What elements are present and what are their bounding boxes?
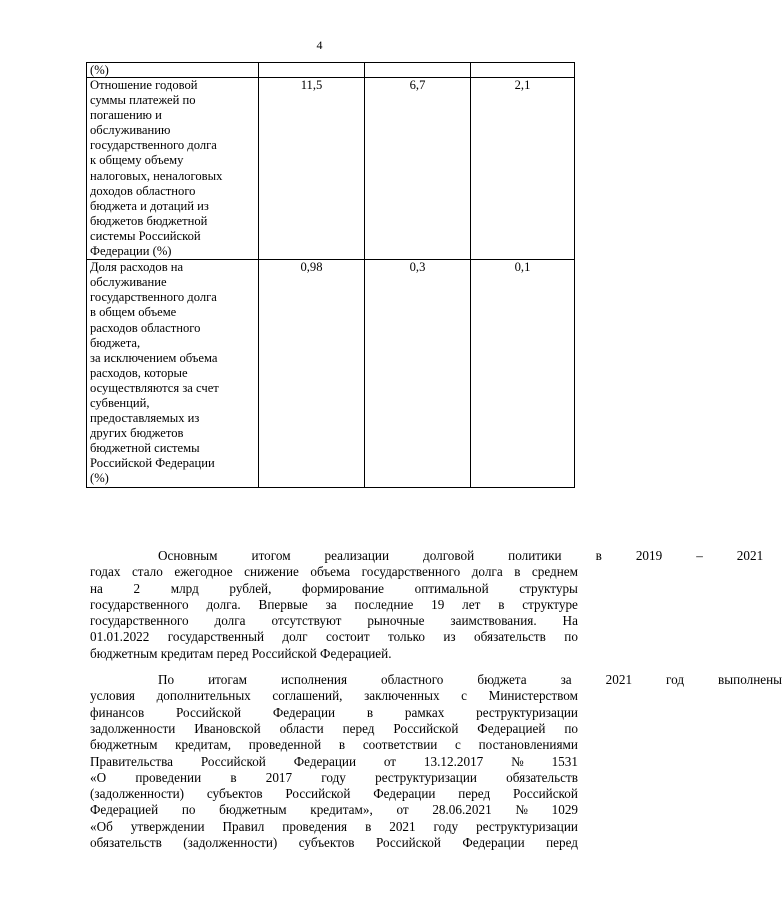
table-cell-continued: (%) <box>87 63 259 78</box>
paragraph <box>90 672 782 851</box>
label-line: (%) <box>90 471 109 486</box>
label-line: обслуживание <box>90 275 167 290</box>
text-line: бюджетным кредитам перед Российской Федерацией. <box>90 645 392 661</box>
label-line: субвенций, <box>90 395 150 410</box>
text-line: условия дополнительных соглашений, заключенных с Министерством <box>90 688 578 704</box>
text-line: «О проведении в 2017 году реструктуризации обязательств <box>90 769 578 785</box>
text-line: государственного долга отсутствуют рыночные заимствования. На <box>90 613 578 629</box>
text-line: По итогам исполнения областного бюджета за 2021 год выполнены <box>158 672 782 688</box>
label-line: к общему объему <box>90 153 184 168</box>
text-line: 01.01.2022 государственный долг состоит только из обязательств по <box>90 629 578 645</box>
table-cell-value: 6,7 <box>365 78 471 260</box>
body-text <box>90 548 782 861</box>
table-row <box>87 260 575 487</box>
table-cell-indicator-label <box>87 260 259 487</box>
label-line: Отношение годовой <box>90 78 198 92</box>
label-line: суммы платежей по <box>90 93 196 108</box>
label-line: в общем объеме <box>90 305 177 320</box>
text-line: обязательств (задолженности) субъектов Российской Федерации перед <box>90 835 578 851</box>
label-line: доходов областного <box>90 183 196 198</box>
text-line: бюджетным кредитам, проведенной в соответствии с постановлениями <box>90 737 578 753</box>
table-cell-value: 0,98 <box>259 260 365 487</box>
label-line: расходов областного <box>90 320 201 335</box>
text-line: годах стало ежегодное снижение объема государственного долга в среднем <box>90 564 578 580</box>
table-row-continued <box>87 63 575 78</box>
page-number: 4 <box>316 38 323 52</box>
label-line: Федерации (%) <box>90 244 172 259</box>
table-cell-empty <box>259 63 365 78</box>
text-line: «Об утверждении Правил проведения в 2021 году реструктуризации <box>90 818 578 834</box>
label-line: за исключением объема <box>90 350 218 365</box>
table-cell-value: 0,3 <box>365 260 471 487</box>
label-line: Российской Федерации <box>90 456 215 471</box>
label-line: Доля расходов на <box>90 260 184 275</box>
label-line: государственного долга <box>90 138 217 153</box>
table-cell-empty <box>471 63 575 78</box>
label-line: осуществляются за счет <box>90 380 219 395</box>
text-line: Основным итогом реализации долговой политики в 2019 – 2021 <box>158 548 764 563</box>
label-line: государственного долга <box>90 290 217 305</box>
label-line: налоговых, неналоговых <box>90 168 223 183</box>
indicators-table <box>86 62 575 488</box>
table-row <box>87 78 575 260</box>
table-cell-empty <box>365 63 471 78</box>
label-line: бюджетной системы <box>90 441 200 456</box>
text-line: (задолженности) субъектов Российской Федерации перед Российской <box>90 786 578 802</box>
text-line: Федерацией по бюджетным кредитам», от 28.06.2021 № 1029 <box>90 802 578 818</box>
label-line: погашению и <box>90 108 162 123</box>
text-line: Правительства Российской Федерации от 13.12.2017 № 1531 <box>90 753 578 769</box>
label-line: системы Российской <box>90 228 201 243</box>
label-line: бюджета и дотаций из <box>90 198 209 213</box>
label-line: расходов, которые <box>90 365 188 380</box>
table-cell-value: 2,1 <box>471 78 575 260</box>
text-line: государственного долга. Впервые за последние 19 лет в структуре <box>90 596 578 612</box>
table-cell-value: 0,1 <box>471 260 575 487</box>
label-line: бюджета, <box>90 335 141 350</box>
label-line: предоставляемых из <box>90 411 200 426</box>
text-line: финансов Российской Федерации в рамках реструктуризации <box>90 704 578 720</box>
label-line: обслуживанию <box>90 123 171 138</box>
label-line: других бюджетов <box>90 426 184 441</box>
label-line: бюджетов бюджетной <box>90 213 208 228</box>
table-cell-indicator-label <box>87 78 259 260</box>
text-line: задолженности Ивановской области перед Российской Федерацией по <box>90 720 578 736</box>
paragraph <box>90 548 764 662</box>
table-cell-value: 11,5 <box>259 78 365 260</box>
text-line: на 2 млрд рублей, формирование оптимальной структуры <box>90 580 578 596</box>
